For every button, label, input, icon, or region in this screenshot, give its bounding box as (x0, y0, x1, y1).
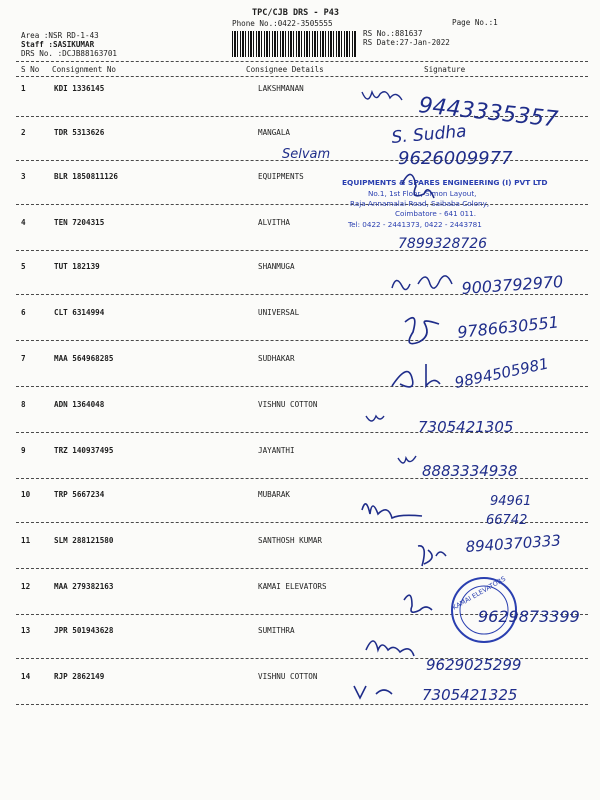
round-stamp (452, 578, 516, 642)
row-divider (16, 658, 588, 659)
handwritten-extra-2: Selvam (282, 147, 331, 162)
signature-9-scribble (398, 456, 416, 463)
company-stamp-line3: Coimbatore - 641 011. (395, 209, 476, 218)
rs-date: RS Date:27-Jan-2022 (363, 38, 450, 47)
handwritten-phone-4: 7899328726 (398, 236, 488, 252)
signature-7-scribble (392, 364, 440, 387)
row-consignment: CLT 6314994 (54, 308, 105, 317)
row-consignee: JAYANTHI (258, 446, 295, 455)
signature-1-scribble (362, 92, 402, 100)
row-consignment: SLM 288121580 (54, 536, 114, 545)
col-header-consignment: Consignment No (52, 65, 117, 74)
row-consignee: SUMITHRA (258, 626, 295, 635)
row-consignment: TEN 7204315 (54, 218, 105, 227)
row-divider (16, 568, 588, 569)
rs-number: RS No.:881637 (363, 29, 423, 38)
row-divider (16, 160, 588, 161)
signature-11-scribble (418, 546, 446, 566)
signature-14-scribble (354, 686, 392, 698)
drs-barcode (232, 31, 356, 57)
drs-title: TPC/CJB DRS - P43 (252, 8, 339, 18)
row-divider (16, 340, 588, 341)
handwritten-phone-10a: 94961 (490, 494, 532, 509)
col-header-consignee: Consignee Details (246, 65, 324, 74)
handwritten-phone-12: 9629873399 (478, 607, 580, 626)
row-divider (16, 250, 588, 251)
signature-8-scribble (366, 416, 384, 421)
signature-3-scribble (402, 174, 434, 198)
row-consignee: LAKSHMANAN (258, 84, 304, 93)
row-consignee: EQUIPMENTS (258, 172, 304, 181)
row-consignee: SANTHOSH KUMAR (258, 536, 323, 545)
row-divider (16, 614, 588, 615)
row-consignment: BLR 1850811126 (54, 172, 119, 181)
company-stamp-name: EQUIPMENTS & SPARES ENGINEERING (I) PVT LTD (342, 178, 548, 187)
row-sno: 13 (21, 626, 31, 635)
page-number: Page No.:1 (452, 18, 498, 27)
row-consignment: MAA 279382163 (54, 582, 114, 591)
row-divider (16, 116, 588, 117)
header-divider-bottom (16, 76, 588, 77)
row-divider (16, 294, 588, 295)
signature-12-scribble (404, 595, 432, 612)
row-sno: 5 (21, 262, 26, 271)
handwritten-phone-14: 7305421325 (422, 686, 518, 704)
row-consignment: ADN 1364048 (54, 400, 105, 409)
handwritten-phone-13: 9629025299 (426, 656, 522, 674)
handwritten-phone-8: 7305421305 (418, 418, 514, 436)
row-divider (16, 204, 588, 205)
row-divider (16, 522, 588, 523)
company-stamp-line2: Raja Annamalai Road, Saibaba Colony, (350, 199, 490, 208)
row-consignment: JPR 501943628 (54, 626, 114, 635)
row-sno: 7 (21, 354, 26, 363)
row-sno: 1 (21, 84, 26, 93)
row-consignee: VISHNU COTTON (258, 400, 318, 409)
staff-label: Staff :SASIKUMAR (21, 40, 95, 49)
row-sno: 6 (21, 308, 26, 317)
row-divider (16, 386, 588, 387)
signature-13-scribble (366, 641, 414, 656)
handwritten-phone-11: 8940370333 (465, 531, 562, 556)
row-consignment: KDI 1336145 (54, 84, 105, 93)
phone-number: Phone No.:0422-3505555 (232, 19, 333, 28)
row-sno: 10 (21, 490, 31, 499)
signature-10-scribble (362, 504, 422, 518)
row-divider (16, 432, 588, 433)
row-consignee: VISHNU COTTON (258, 672, 318, 681)
col-header-signature: Signature (424, 65, 466, 74)
row-consignee: SUDHAKAR (258, 354, 295, 363)
row-consignee: MANGALA (258, 128, 291, 137)
company-stamp-line4: Tel: 0422 - 2441373, 0422 - 2443781 (348, 220, 482, 229)
row-sno: 8 (21, 400, 26, 409)
row-sno: 12 (21, 582, 31, 591)
row-consignee: SHANMUGA (258, 262, 295, 271)
row-consignment: MAA 564968285 (54, 354, 114, 363)
row-consignee: ALVITHA (258, 218, 291, 227)
handwritten-phone-1: 9443335357 (417, 93, 560, 133)
handwritten-phone-9: 8883334938 (422, 462, 518, 480)
row-sno: 9 (21, 446, 26, 455)
signature-5-scribble (392, 276, 452, 290)
row-sno: 14 (21, 672, 31, 681)
row-consignment: TUT 182139 (54, 262, 100, 271)
handwritten-phone-7: 9894505981 (453, 354, 551, 392)
handwritten-phone-2: 9626009977 (398, 148, 513, 169)
row-consignment: TRP 5667234 (54, 490, 105, 499)
row-consignee: KAMAI ELEVATORS (258, 582, 327, 591)
row-consignment: TDR 5313626 (54, 128, 105, 137)
row-sno: 3 (21, 172, 26, 181)
row-divider (16, 478, 588, 479)
row-consignee: UNIVERSAL (258, 308, 300, 317)
company-stamp-line1: No.1, 1st Floor, Simon Layout, (368, 189, 477, 198)
drs-number: DRS No. :DCJB88163701 (21, 49, 118, 58)
row-consignment: TRZ 140937495 (54, 446, 114, 455)
row-sno: 2 (21, 128, 26, 137)
col-header-sno: S No (21, 65, 40, 74)
row-consignee: MUBARAK (258, 490, 291, 499)
handwritten-phone-6: 9786630551 (456, 312, 560, 342)
header-divider-top (16, 61, 588, 62)
row-sno: 11 (21, 536, 31, 545)
handwritten-phone-10b: 66742 (486, 513, 528, 528)
row-divider (16, 704, 588, 705)
row-sno: 4 (21, 218, 26, 227)
round-stamp-text: KAMAI ELEVATORS (450, 574, 508, 612)
area-label: Area :NSR RD-1-43 (21, 31, 99, 40)
handwritten-phone-5: 9003792970 (460, 271, 564, 298)
handwritten-name-2: S. Sudha (390, 121, 468, 148)
row-consignment: RJP 2862149 (54, 672, 105, 681)
